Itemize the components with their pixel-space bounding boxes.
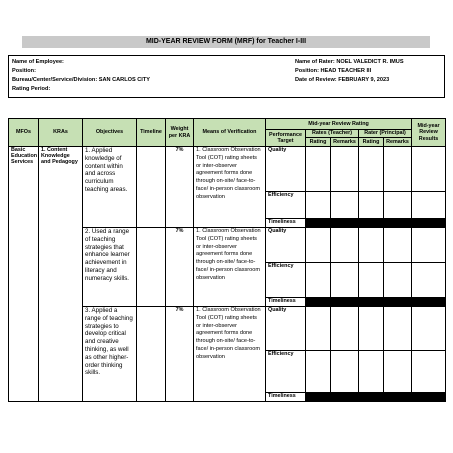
- objective-cell: 1. Applied knowledge of content within and across curriculum teaching areas.: [83, 147, 137, 228]
- review-table: [8, 118, 446, 402]
- header-principal-remarks: Remarks: [384, 138, 412, 147]
- principal-rating-cell[interactable]: [359, 147, 384, 192]
- rater-name: Name of Rater: NOEL VALEDICT R. IMUS: [295, 59, 404, 65]
- rating-period: Rating Period:: [12, 86, 51, 92]
- principal-remarks-cell[interactable]: [384, 307, 412, 351]
- header-timeline: Timeline: [137, 119, 166, 147]
- teacher-rating-cell[interactable]: [306, 263, 331, 298]
- teacher-rating-cell[interactable]: [306, 351, 331, 393]
- principal-rating-cell[interactable]: [359, 228, 384, 263]
- results-cell[interactable]: [412, 147, 446, 192]
- target-timeliness: Timeliness: [266, 393, 306, 402]
- bureau-division: Bureau/Center/Service/Division: SAN CARLOS CITY: [12, 77, 151, 83]
- header-performance-target: Performance Target: [266, 130, 306, 147]
- header-teacher-rating: Rating: [306, 138, 331, 147]
- weight-cell: 7%: [166, 307, 194, 402]
- mfo-cell: Basic Education Services: [9, 147, 39, 402]
- target-quality: Quality: [266, 307, 306, 351]
- target-quality: Quality: [266, 147, 306, 192]
- kra-cell: 1. Content Knowledge and Pedagogy: [39, 147, 83, 402]
- header-weight: Weight per KRA: [166, 119, 194, 147]
- principal-remarks-cell[interactable]: [384, 147, 412, 192]
- principal-rating-cell[interactable]: [359, 192, 384, 219]
- header-rates-teacher: Rates (Teacher): [306, 130, 359, 138]
- principal-rating-cell[interactable]: [359, 307, 384, 351]
- header-midyear-results: Mid-year Review Results: [412, 119, 446, 147]
- timeliness-blackout: [306, 298, 446, 307]
- results-cell[interactable]: [412, 351, 446, 393]
- weight-cell: 7%: [166, 228, 194, 307]
- header-objectives: Objectives: [83, 119, 137, 147]
- teacher-remarks-cell[interactable]: [331, 147, 359, 192]
- results-cell[interactable]: [412, 263, 446, 298]
- target-efficiency: Efficiency: [266, 351, 306, 393]
- header-midyear-rating: Mid-year Review Rating: [266, 119, 412, 130]
- teacher-remarks-cell[interactable]: [331, 192, 359, 219]
- header-principal-rating: Rating: [359, 138, 384, 147]
- header-kras: KRAs: [39, 119, 83, 147]
- employee-name: Name of Employee:: [12, 59, 64, 65]
- teacher-rating-cell[interactable]: [306, 192, 331, 219]
- teacher-remarks-cell[interactable]: [331, 351, 359, 393]
- target-efficiency: Efficiency: [266, 192, 306, 219]
- principal-remarks-cell[interactable]: [384, 263, 412, 298]
- results-cell[interactable]: [412, 307, 446, 351]
- header-mov: Means of Verification: [194, 119, 266, 147]
- timeliness-blackout: [306, 219, 446, 228]
- mov-cell: 1. Classroom Observation Tool (COT) rating sheets or inter-observer agreement forms done through on-site/ face-to-face/ in-person classroom observation: [194, 147, 266, 228]
- timeliness-blackout: [306, 393, 446, 402]
- target-timeliness: Timeliness: [266, 219, 306, 228]
- weight-cell: 7%: [166, 147, 194, 228]
- rater-position: Position: HEAD TEACHER III: [295, 68, 372, 74]
- timeline-cell: [137, 307, 166, 402]
- teacher-remarks-cell[interactable]: [331, 228, 359, 263]
- objective-cell: 3. Applied a range of teaching strategies to develop critical and creative thinking, as well as other higher-order thinking skills.: [83, 307, 137, 402]
- teacher-remarks-cell[interactable]: [331, 307, 359, 351]
- target-timeliness: Timeliness: [266, 298, 306, 307]
- results-cell[interactable]: [412, 228, 446, 263]
- form-title: MID-YEAR REVIEW FORM (MRF) for Teacher I-III: [22, 36, 430, 48]
- principal-remarks-cell[interactable]: [384, 228, 412, 263]
- teacher-rating-cell[interactable]: [306, 307, 331, 351]
- mov-cell: 1. Classroom Observation Tool (COT) rating sheets or inter-observer agreement forms done through on-site/ face-to-face/ in-person classroom observation: [194, 228, 266, 307]
- teacher-remarks-cell[interactable]: [331, 263, 359, 298]
- header-mfos: MFOs: [9, 119, 39, 147]
- principal-remarks-cell[interactable]: [384, 192, 412, 219]
- principal-rating-cell[interactable]: [359, 351, 384, 393]
- target-quality: Quality: [266, 228, 306, 263]
- teacher-rating-cell[interactable]: [306, 147, 331, 192]
- results-cell[interactable]: [412, 192, 446, 219]
- principal-rating-cell[interactable]: [359, 263, 384, 298]
- principal-remarks-cell[interactable]: [384, 351, 412, 393]
- mov-cell: 1. Classroom Observation Tool (COT) rating sheets or inter-observer agreement forms done through on-site/ face-to-face/ in-person classroom observation: [194, 307, 266, 402]
- timeline-cell: [137, 228, 166, 307]
- header-rater-principal: Rater (Principal): [359, 130, 412, 138]
- date-of-review: Date of Review: FEBRUARY 9, 2023: [295, 77, 390, 83]
- employee-info-box: [8, 55, 445, 98]
- teacher-rating-cell[interactable]: [306, 228, 331, 263]
- header-teacher-remarks: Remarks: [331, 138, 359, 147]
- timeline-cell: [137, 147, 166, 228]
- employee-position: Position:: [12, 68, 36, 74]
- target-efficiency: Efficiency: [266, 263, 306, 298]
- objective-cell: 2. Used a range of teaching strategies that enhance learner achievement in literacy and numeracy skills.: [83, 228, 137, 307]
